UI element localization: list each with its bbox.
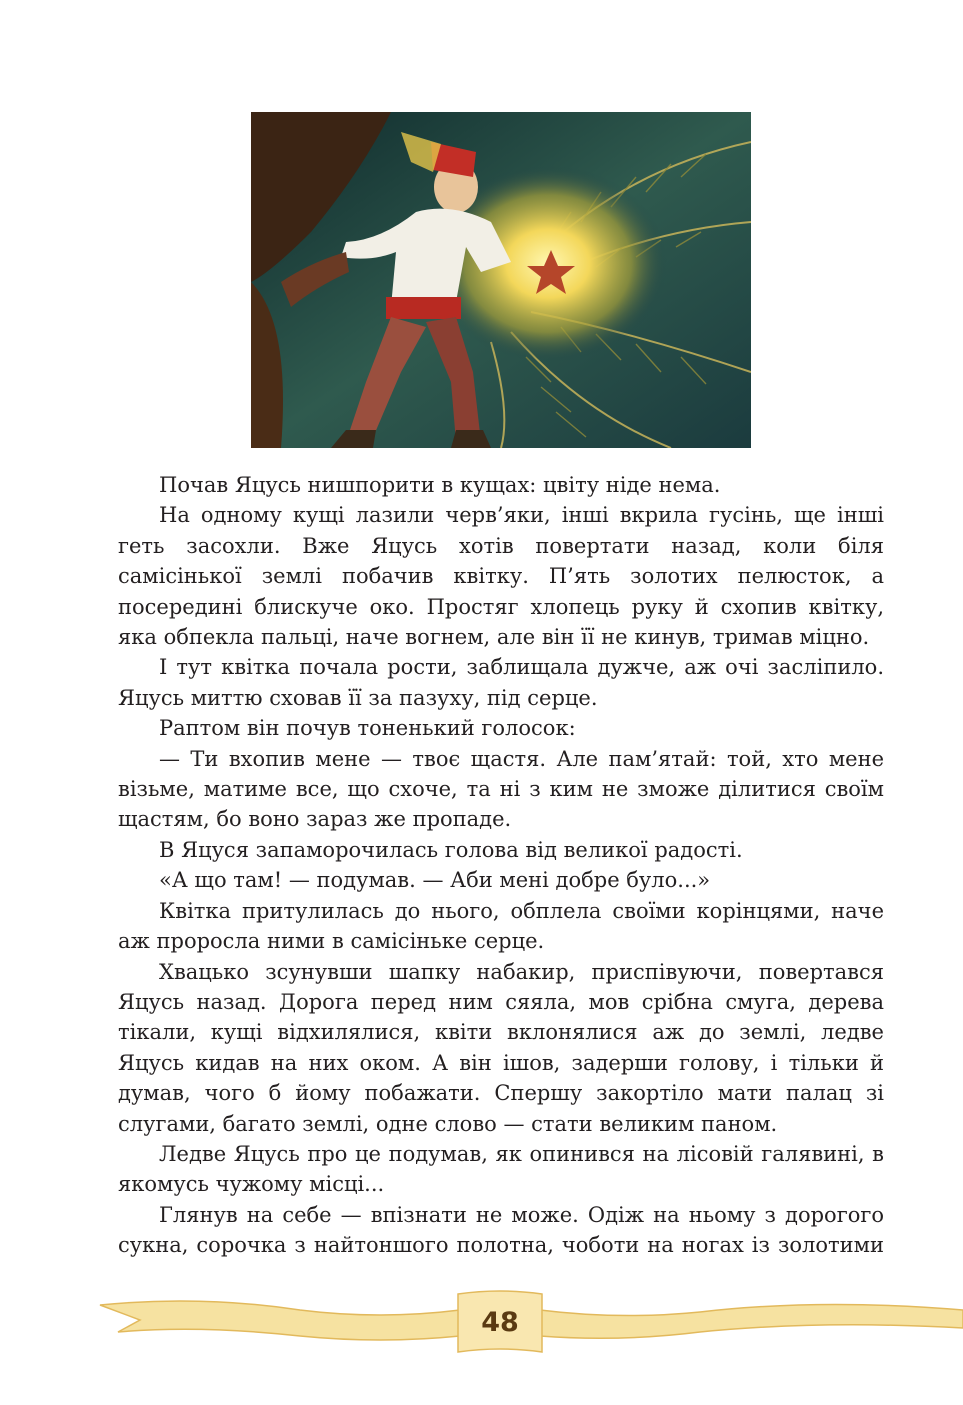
page-number: 48 [481, 1306, 519, 1338]
paragraph-2: На одному кущі лазили черв’яки, інші вкрила гусінь, ще інші геть засохли. Вже Яцусь хотів повертати назад, коли біля самісінької землі побачив квітку. П’ять золотих пелюсток, а посередині блискуче око. Простяг хлопець руку й схопив квітку, яка обпекла пальці, наче вогнем, але він її не кинув, тримав міцно. [118, 503, 884, 650]
paragraph-9: Хвацько зсунувши шапку набакир, приспівуючи, повертався Яцусь назад. Дорога перед ним сяяла, мов срібна смуга, дерева тікали, кущі відхилялися, квіти вклонялися аж до землі, ледве Яцусь кидав на них оком. А він ішов, задерши голову, і тільки й думав, чого б йому побажати. Спершу закортіло мати палац зі слугами, багато землі, одне слово — стати великим паном. [118, 959, 884, 1136]
paragraph-7: «А що там! — подумав. — Аби мені добре було...» [159, 868, 711, 893]
paragraph-10: Ледве Яцусь про це подумав, як опинився на лісовій галявині, в якомусь чужому місці... [118, 1141, 884, 1197]
paragraph-8: Квітка притулилась до нього, обплела своїми корінцями, наче аж проросла ними в самісіньке серце. [118, 898, 884, 954]
fern-flower-illustration-icon [251, 112, 751, 448]
paragraph-1: Почав Яцусь нишпорити в кущах: цвіту ніде нема. [159, 473, 721, 497]
page-footer [0, 1270, 963, 1370]
paragraph-3: І тут квітка почала рости, заблищала дужче, аж очі засліпило. Яцусь миттю сховав її за пазуху, під серце. [118, 655, 884, 710]
story-text [118, 470, 884, 1261]
paragraph-6: В Яцуся запаморочилась голова від великої радості. [159, 837, 743, 862]
paragraph-11: Глянув на себе — впізнати не може. Одіж на ньому з дорогого сукна, сорочка з найтоншого полотна, чоботи на ногах із золотими [118, 1202, 884, 1258]
paragraph-5: — Ти вхопив мене — твоє щастя. Але пам’ятай: той, хто мене візьме, матиме все, що схоче, та ні з ким не зможе ділитися своїм щастям, бо воно зараз же пропаде. [118, 746, 884, 832]
paragraph-4: Раптом він почув тоненький голосок: [159, 716, 576, 741]
illustration-boy-with-fern-flower [251, 112, 751, 448]
